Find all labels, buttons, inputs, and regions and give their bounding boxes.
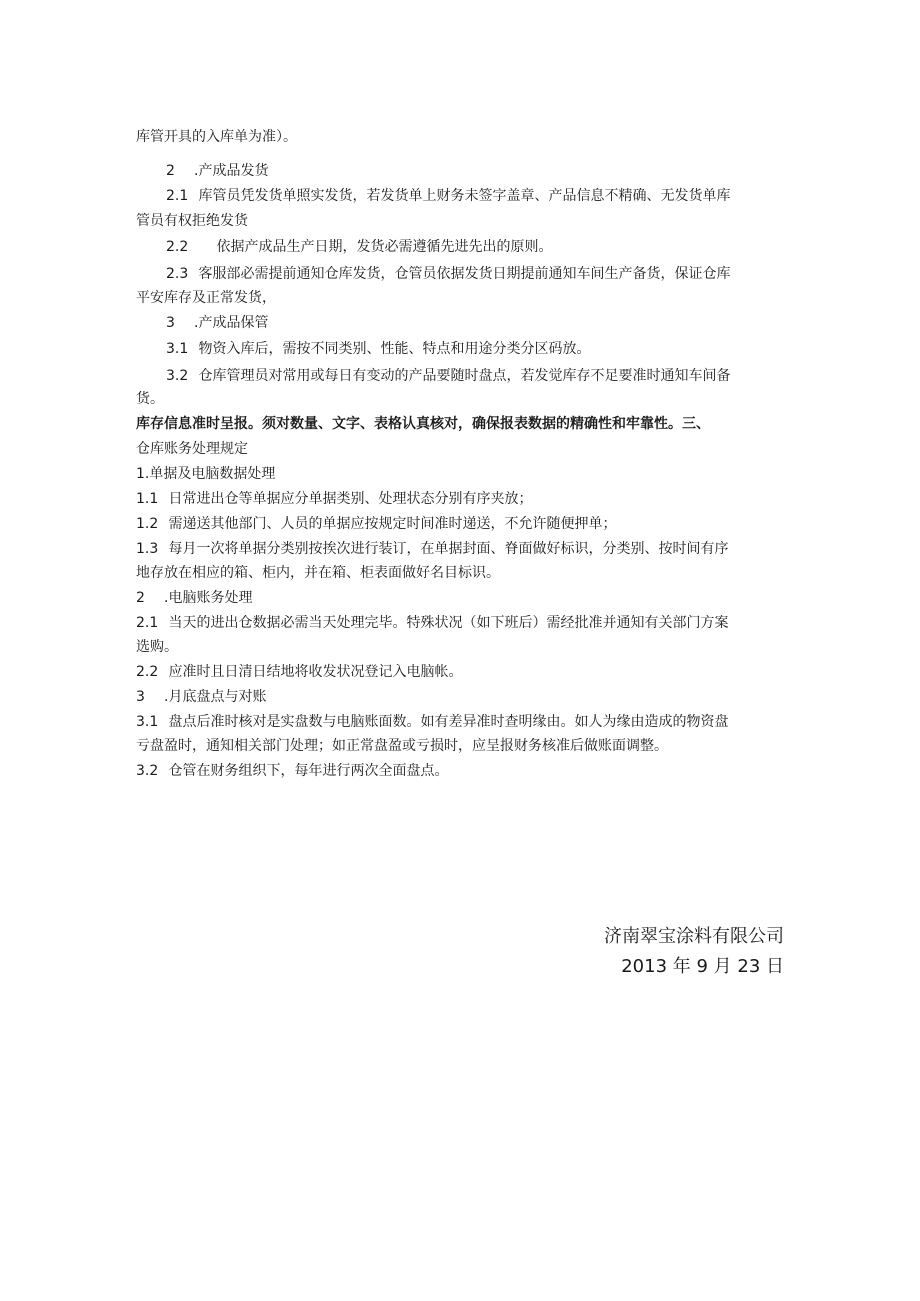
item-b2-1-cont [136, 636, 786, 658]
heading-text: .产成品发货 [194, 163, 269, 179]
text: 仓库账务处理规定 [136, 441, 248, 457]
bold-paragraph [136, 413, 786, 435]
item-b1-1 [136, 488, 786, 510]
item-2-3 [166, 263, 816, 285]
signature-date: 2013 年 9 月 23 日 [621, 956, 784, 977]
item-text: 物资入库后，需按不同类别、性能、特点和用途分类分区码放。 [198, 341, 591, 357]
item-b3-1 [136, 711, 786, 733]
paragraph-continuation [136, 126, 786, 148]
item-text: 客服部必需提前通知仓库发货，仓管员依据发货日期提前通知车间生产备货，保证仓库 [198, 266, 731, 282]
item-b2-2 [136, 661, 786, 683]
item-b2-1 [136, 612, 786, 634]
item-number: 3.1 [136, 714, 159, 730]
item-text: 地存放在相应的箱、柜内，并在箱、柜表面做好名目标识。 [136, 565, 500, 581]
heading-b1 [136, 463, 786, 485]
item-b3-1-cont [136, 735, 786, 757]
item-text: 仓库管理员对常用或每日有变动的产品要随时盘点，若发觉库存不足要准时通知车间备 [198, 368, 731, 384]
item-2-1 [166, 185, 816, 207]
item-text: 盘点后准时核对是实盘数与电脑账面数。如有差异准时查明缘由。如人为缘由造成的物资盘 [168, 714, 729, 730]
heading-text: 1.单据及电脑数据处理 [136, 466, 276, 482]
item-text: 日常进出仓等单据应分单据类别、处理状态分别有序夹放； [168, 491, 533, 507]
item-number: 1.1 [136, 491, 159, 507]
item-b1-3 [136, 538, 786, 560]
item-number: 2 [136, 590, 145, 606]
item-2-1-cont [136, 210, 786, 232]
item-2-2 [166, 236, 816, 258]
company-signature: 济南翠宝涂料有限公司 [604, 926, 784, 947]
heading-b3 [136, 686, 786, 708]
item-number: 3 [136, 689, 145, 705]
item-3-2 [166, 365, 816, 387]
item-number: 3.2 [136, 763, 159, 779]
item-number: 2 [166, 163, 175, 179]
item-text: 应准时且日清日结地将收发状况登记入电脑帐。 [168, 664, 463, 680]
item-number: 2.1 [136, 615, 159, 631]
item-text: 货。 [136, 391, 164, 407]
item-text: 每月一次将单据分类别按挨次进行装订，在单据封面、脊面做好标识，分类别、按时间有序 [168, 541, 729, 557]
item-3-1 [166, 338, 816, 360]
item-3-2-cont [136, 388, 786, 410]
item-text: 平安库存及正常发货， [136, 290, 276, 306]
item-number: 2.3 [166, 266, 189, 282]
item-text: 亏盘盈时，通知相关部门处理；如正常盘盈或亏损时，应呈报财务核准后做账面调整。 [136, 738, 668, 754]
item-text: 当天的进出仓数据必需当天处理完毕。特殊状况（如下班后）需经批准并通知有关部门方案 [168, 615, 729, 631]
item-text: 库管员凭发货单照实发货，若发货单上财务未签字盖章、产品信息不精确、无发货单库 [198, 188, 731, 204]
heading-text: .月底盘点与对账 [164, 689, 267, 705]
heading-text: .电脑账务处理 [164, 590, 253, 606]
item-text: 需递送其他部门、人员的单据应按规定时间准时递送，不允许随便押单； [168, 516, 617, 532]
item-text: 管员有权拒绝发货 [136, 213, 248, 229]
item-text: 选购。 [136, 639, 178, 655]
heading-2-delivery [166, 160, 816, 182]
item-number: 3.1 [166, 341, 189, 357]
item-b1-2 [136, 513, 786, 535]
item-text: 依据产成品生产日期，发货必需遵循先进先出的原则。 [216, 239, 553, 255]
item-text: 仓管在财务组织下，每年进行两次全面盘点。 [168, 763, 449, 779]
item-number: 2.2 [136, 664, 159, 680]
heading-3-storage [166, 312, 816, 334]
item-number: 1.3 [136, 541, 159, 557]
item-number: 3.2 [166, 368, 189, 384]
item-number: 2.2 [166, 239, 189, 255]
item-2-3-cont [136, 287, 786, 309]
text: 库存信息准时呈报。须对数量、文字、表格认真核对，确保报表数据的精确性和牢靠性。三、 [136, 416, 710, 432]
item-number: 1.2 [136, 516, 159, 532]
item-b1-3-cont [136, 562, 786, 584]
item-number: 2.1 [166, 188, 189, 204]
item-b3-2 [136, 760, 786, 782]
heading-b2 [136, 587, 786, 609]
item-number: 3 [166, 315, 175, 331]
heading-text: .产成品保管 [194, 315, 269, 331]
section-heading-accounts [136, 438, 786, 460]
text: 库管开具的入库单为准）。 [136, 129, 297, 145]
